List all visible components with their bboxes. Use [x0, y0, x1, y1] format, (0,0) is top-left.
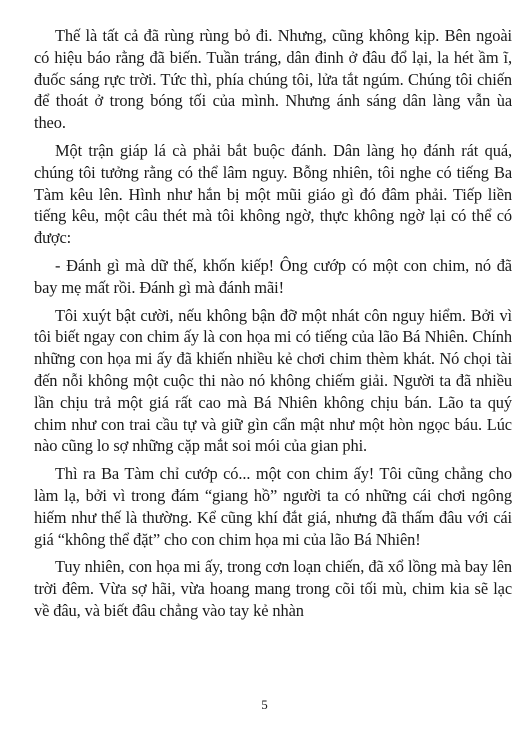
paragraph-4: Tôi xuýt bật cười, nếu không bận đỡ một nhát côn nguy hiểm. Bởi vì tôi biết ngay con chim ấy là con họa mi có tiếng của lão Bá Nhiên. Chính những con họa mi ấy đã khiến nhiều kẻ chơi chim thèm khát. Nó chọi tài đến nỗi không một cuộc thi nào nó không chiếm giải. Người ta đã nhiều lần chịu trả một giá rất cao mà Bá Nhiên không chịu bán. Lão ta quý chim như con trai cầu tự và giữ gìn cẩn mật như một hòn ngọc báu. Lúc nào cũng lo sợ những cặp mắt soi mói của gian phi. [34, 305, 512, 456]
paragraph-2: Một trận giáp lá cà phải bắt buộc đánh. Dân làng họ đánh rát quá, chúng tôi tưởng rằng có thể lâm nguy. Bỗng nhiên, tôi nghe có tiếng Ba Tàm kêu lên. Hình như hắn bị một mũi giáo gì đó đâm phải. Tiếp liền tiếng kêu, một câu thét mà tôi không ngờ, thực không ngờ lại có thể có được: [34, 140, 512, 248]
body-text [34, 25, 512, 628]
paragraph-6: Tuy nhiên, con họa mi ấy, trong cơn loạn chiến, đã xổ lồng mà bay lên trời đêm. Vừa sợ hãi, vừa hoang mang trong cõi tối mù, chim kia sẽ lạc về đâu, và biết đâu chẳng vào tay kẻ nhàn [34, 557, 512, 620]
paragraph-1: Thế là tất cả đã rùng rùng bỏ đi. Nhưng, cũng không kịp. Bên ngoài có hiệu báo rằng đã biến. Tuần tráng, dân đinh ở đâu đổ lại, la hét ầm ĩ, đuốc sáng rực trời. Tức thì, phía chúng tôi, lửa tắt ngúm. Chúng tôi chiến để thoát ở trong bóng tối của mình. Nhưng ánh sáng dân làng vẫn ùa theo. [34, 26, 512, 133]
page-number: 5 [261, 697, 268, 712]
paragraph-5: Thì ra Ba Tàm chỉ cướp có... một con chim ấy! Tôi cũng chẳng cho làm lạ, bởi vì trong đám “giang hồ” người ta có những cái chơi ngông hiếm như thế là thường. Kể cũng khí đắt giá, nhưng đã thấm đâu với cái giá “không thể đặt” cho con chim họa mi của lão Bá Nhiên! [34, 464, 512, 549]
paragraph-3: - Đánh gì mà dữ thế, khốn kiếp! Ông cướp có một con chim, nó đã bay mẹ mất rồi. Đánh gì mà đánh mãi! [34, 255, 512, 297]
